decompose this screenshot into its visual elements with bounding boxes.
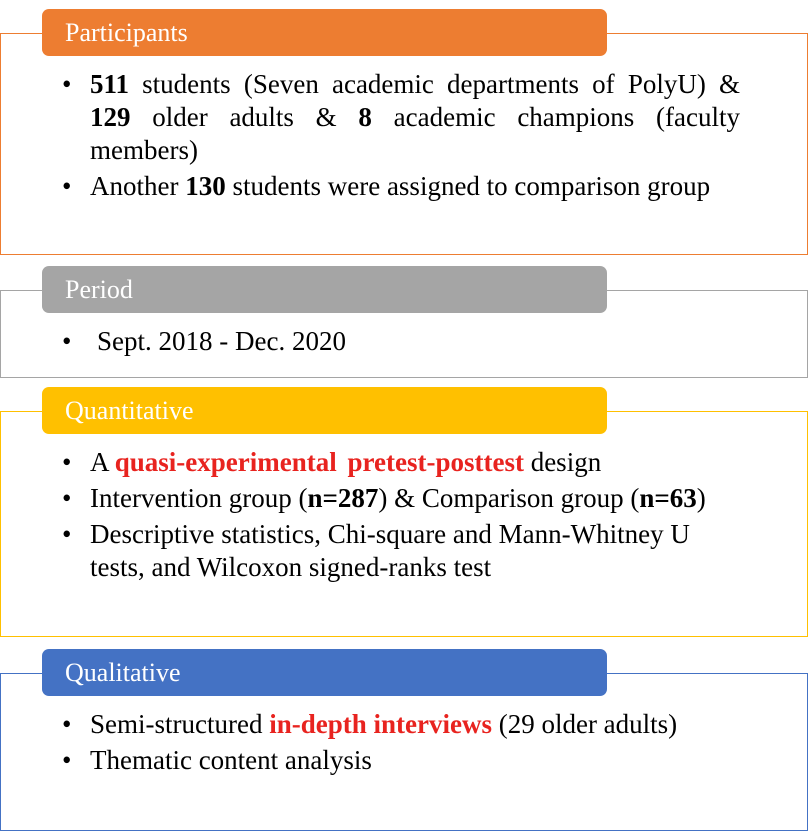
quantitative-list [0,446,740,587]
list-item: • Thematic content analysis [62,745,372,775]
bullet: • [62,171,72,201]
list-item: • A quasi-experimental pretest-posttest design [62,447,602,477]
participants-header [42,9,607,56]
list-item: • Semi-structured in-depth interviews (29 older adults) [62,709,678,739]
qualitative-header [42,649,607,696]
comparison-student-count: 130 [185,171,226,201]
bullet: • [62,326,72,356]
period-dates: Sept. 2018 - Dec. 2020 [97,326,346,356]
bullet: • [62,69,72,99]
design-highlight: quasi-experimental pretest-posttest [114,447,524,477]
list-item: • 511 students (Seven academic departments of PolyU) & 129 older adults & 8 academic champions (faculty members) [62,69,740,165]
comparison-n: n=63 [639,483,697,513]
list-item: • Descriptive statistics, Chi-square and Mann-Whitney U tests, and Wilcoxon signed-ranks test [62,519,690,582]
student-count: 511 [90,69,130,99]
intervention-n: n=287 [307,483,379,513]
period-header [42,266,607,313]
bullet: • [62,483,72,513]
qualitative-list [0,708,740,780]
period-title: Period [65,275,133,304]
qualitative-title: Qualitative [65,658,181,687]
list-item [0,325,740,358]
bullet: • [62,745,72,775]
interview-highlight: in-depth interviews [269,709,492,739]
quantitative-header [42,387,607,434]
participants-title: Participants [65,18,188,47]
quantitative-title: Quantitative [65,396,194,425]
list-item: • Intervention group (n=287) & Comparison group (n=63) [62,483,706,513]
older-adult-count: 129 [90,102,131,132]
period-list [0,325,740,361]
bullet: • [62,709,72,739]
list-item: • Another 130 students were assigned to comparison group [62,171,711,201]
champion-count: 8 [358,102,372,132]
bullet: • [62,519,72,549]
bullet: • [62,447,72,477]
participants-list [0,68,740,206]
